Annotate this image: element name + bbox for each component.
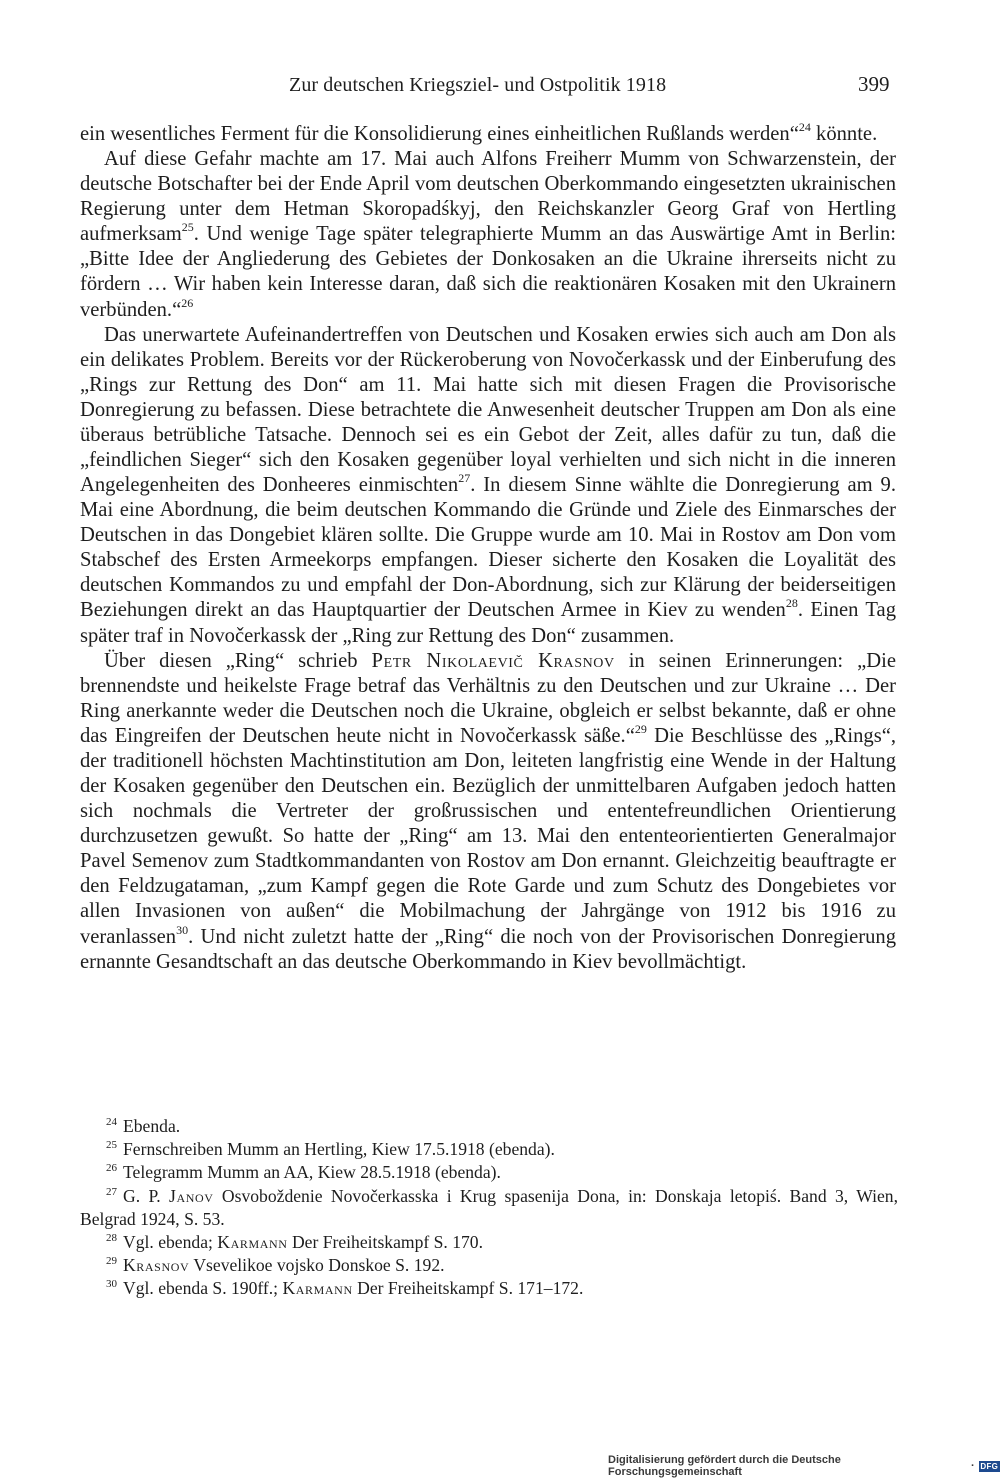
footnote-reference: 30 [176, 922, 189, 937]
footnotes [80, 1115, 898, 1301]
footnote [80, 1231, 898, 1254]
footnote-reference: 28 [785, 596, 798, 611]
text-run: Vgl. ebenda; [123, 1232, 218, 1253]
footnote-number: 27 [106, 1185, 117, 1198]
text-run: Die Beschlüsse des „Rings“, der traditionell höchsten Machtinstitution am Don, leiteten langfristig eine Wende in der Haltung der Kosaken gegenüber den Deutschen ein. Bezüglich der unmittelbaren Aufgaben jedoch hatten sich nochmals die Vertreter der großrussischen und ententefreundlichen Orientierung durchzusetzen gewußt. So hatte der „Ring“ am 13. Mai den ententeorientierten Generalmajor Pavel Semenov zum Stadtkommandanten von Rostov am Don ernannt. Gleichzeitig beauftragte er den Feldzugataman, „zum Kampf gegen die Rote Garde und zum Schutz des Dongebietes vor allen Invasionen von außen“ die Mobilmachung der Jahrgänge von 1912 bis 1916 zu veranlassen [80, 724, 896, 948]
footnote-reference: 26 [181, 295, 194, 310]
text-run: Über diesen „Ring“ schrieb [104, 649, 372, 672]
text-run: könnte. [810, 123, 878, 145]
text-run: ein wesentliches Ferment für die Konsolidierung eines einheitlichen Rußlands werden“ [80, 123, 799, 145]
footnote [80, 1138, 898, 1161]
author-name: Karmann [217, 1232, 288, 1253]
text-run: Das unerwartete Aufeinandertreffen von Deutschen und Kosaken erwies sich auch am Don als ein delikates Problem. Bereits vor der Rückeroberung von Novočerkassk und der Einberufung des „Rings zur Rettung des Don“ am 11. Mai hatte sich mit diesen Fragen die Provisorische Donregierung zu befassen. Diese betrachtete die Anwesenheit deutscher Truppen am Don als eine überaus betrübliche Tatsache. Dennoch sei es ein Gebot der Zeit, alles dafür zu tun, daß die „feindlichen Sieger“ sich den Kosaken gegenüber loyal verhielten und sich nicht in die inneren Angelegenheiten des Donheeres einmischten [80, 323, 896, 497]
text-run: Ebenda. [123, 1116, 181, 1136]
text-run: Der Freiheitskampf S. 171–172. [352, 1278, 584, 1299]
author-name: Janov [169, 1185, 214, 1206]
text-run: in seinen Erinnerungen: „Die brennendste und heikelste Frage betraf das Verhältnis zu den Deutschen und zur Ukraine … Der Ring anerkannte weder die Deutschen noch die Ukraine, obgleich er selbst bekannte, daß er ohne das Eingreifen der Deutschen heute nicht in Novočerkassk säße.“ [80, 649, 896, 747]
footnote-reference: 29 [634, 721, 647, 736]
text-run: Fernschreiben Mumm an Hertling, Kiew 17.5.1918 (ebenda). [123, 1139, 555, 1160]
text-run: Vgl. ebenda S. 190ff.; [123, 1278, 283, 1299]
page-number: 399 [858, 72, 890, 96]
body-text [80, 122, 896, 975]
text-run: Der Freiheitskampf S. 170. [287, 1232, 484, 1253]
body-paragraph [80, 323, 896, 649]
footnote [80, 1185, 898, 1231]
author-name: Karmann [282, 1278, 353, 1299]
author-name: Petr Nikolaevič Krasnov [371, 649, 615, 672]
text-run: . Einen Tag später traf in Novočerkassk der „Ring zur Rettung des Don“ zusammen. [80, 599, 896, 647]
text-run: . Und wenige Tage später telegraphierte Mumm an das Auswärtige Amt in Berlin: „Bitte Idee der Angliederung des Gebietes der Donkosaken an die Ukraine ihrerseits nicht zu fördern … Wir haben kein Interesse daran, daß sich die reaktionären Kosaken mit den Ukrainern verbünden.“ [80, 223, 896, 321]
footnote-number: 24 [106, 1116, 117, 1128]
author-name: Krasnov [123, 1255, 190, 1276]
footnote-number: 26 [106, 1162, 117, 1175]
dfg-logo-icon: DFG [980, 1461, 999, 1471]
separator-dot: · [970, 1460, 975, 1472]
footnote [80, 1115, 898, 1138]
text-run: Telegramm Mumm an AA, Kiew 28.5.1918 (ebenda). [123, 1162, 501, 1183]
footnote-number: 30 [106, 1278, 117, 1291]
text-run: Vsevelikoe vojsko Donskoe S. 192. [189, 1255, 445, 1276]
footnote-reference: 25 [181, 220, 194, 235]
text-run: Osvoboždenie Novočerkasska i Krug spasenija Dona, in: Donskaja letopiś. Band 3, Wien, Belgrad 1924, S. 53. [80, 1185, 898, 1229]
footnote [80, 1254, 898, 1277]
footnote-number: 29 [106, 1255, 117, 1268]
text-run: . In diesem Sinne wählte die Donregierung am 9. Mai eine Abordnung, die beim deutschen Kommando die Gründe und Ziele des Einmarsches der Deutschen in das Dongebiet klären sollte. Die Gruppe wurde am 10. Mai in Rostov am Don vom Stabschef des Ersten Armeekorps empfangen. Dieser sicherte den Kosaken die Loyalität des deutschen Kommandos zu und empfahl der Don-Abordnung, sich zur Klärung der beiderseitigen Beziehungen direkt an das Hauptquartier der Deutschen Armee in Kiev zu wenden [80, 474, 896, 622]
text-run: G. P. [123, 1185, 170, 1206]
funding-note: Digitalisierung gefördert durch die Deutsche Forschungsgemeinschaft [608, 1454, 841, 1478]
text-run: . Und nicht zuletzt hatte der „Ring“ die noch von der Provisorischen Donregierung ernannte Gesandtschaft an das deutsche Oberkommando in Kiev bevollmächtigt. [80, 925, 896, 973]
footnote-number: 28 [106, 1232, 117, 1245]
body-paragraph [80, 122, 896, 147]
body-paragraph [80, 147, 896, 323]
footnote-reference: 24 [798, 120, 811, 134]
body-paragraph [80, 649, 896, 975]
running-head: Zur deutschen Kriegsziel- und Ostpolitik 1918 [289, 74, 667, 96]
text-run: Auf diese Gefahr machte am 17. Mai auch Alfons Freiherr Mumm von Schwarzenstein, der deutsche Botschafter bei der Ende April vom deutschen Oberkommando eingesetzten ukrainischen Regierung unter dem Hetman Skoropadśkyj, den Reichskanzler Georg Graf von Hertling aufmerksam [80, 148, 896, 246]
footer-banner [608, 1454, 1000, 1478]
footnote [80, 1277, 898, 1300]
footnote-reference: 27 [458, 471, 471, 486]
footnote-number: 25 [106, 1139, 117, 1152]
footnote [80, 1161, 898, 1184]
